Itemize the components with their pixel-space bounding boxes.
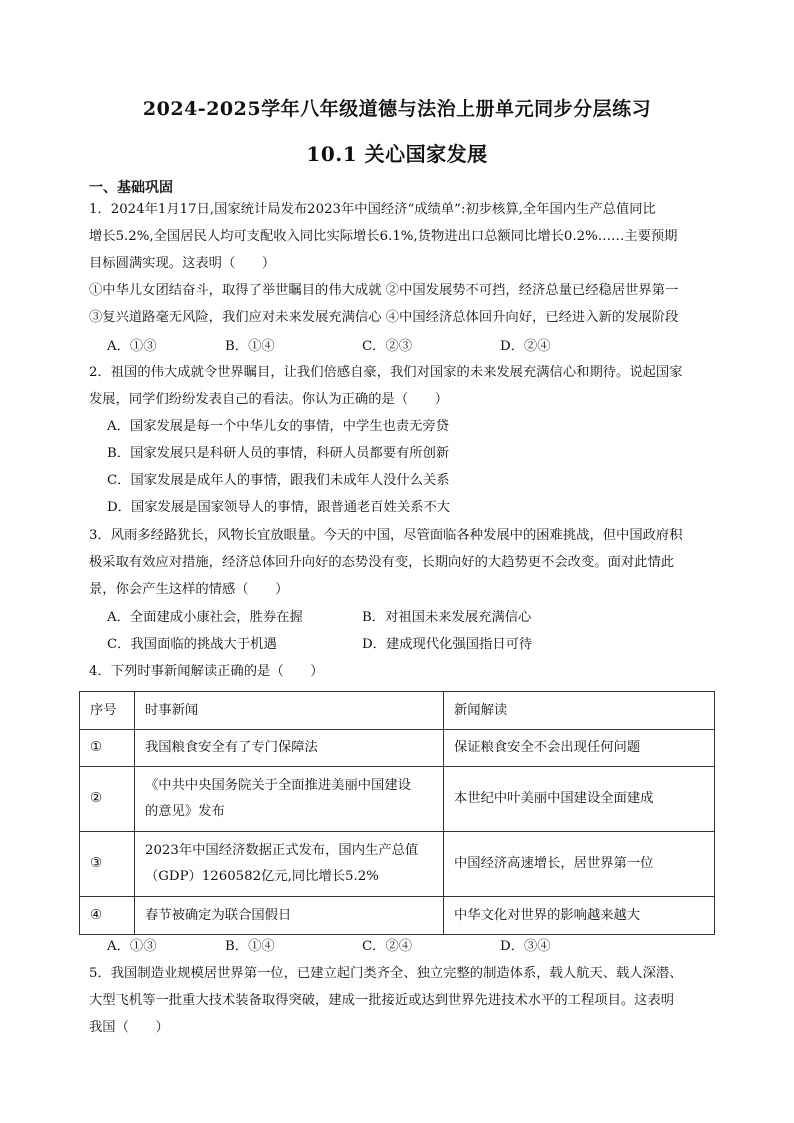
q4-option-a[interactable]: A．①③: [107, 939, 157, 954]
q2-line: 发展，同学们纷纷发表自己的看法。你认为正确的是（ ）: [89, 392, 449, 407]
q1-option-a[interactable]: A．①③: [107, 339, 157, 354]
news-text-line: 我国粮食安全有了专门保障法: [145, 740, 318, 755]
q5-line: 大型飞机等一批重大技术装备取得突破，建成一批接近或达到世界先进技术水平的工程项目。这表明: [89, 993, 675, 1008]
q2-option-a[interactable]: A．国家发展是每一个中华儿女的事情，中学生也责无旁贷: [107, 419, 450, 434]
row-number: ②: [80, 767, 135, 832]
q1-option-d[interactable]: D．②④: [500, 339, 551, 354]
table-row: [80, 832, 715, 897]
q1-line: 目标圆满实现。这表明（ ）: [89, 256, 276, 271]
q3-option-b[interactable]: B．对祖国未来发展充满信心: [362, 610, 532, 625]
q1-line: 增长5.2%,全国居民人均可支配收入同比实际增长6.1%,货物进出口总额同比增长0.2%……主要预期: [89, 229, 678, 244]
news-text-line: 2023年中国经济数据正式发布，国内生产总值: [145, 843, 419, 858]
row-number: ①: [80, 730, 135, 767]
q2-option-b[interactable]: B．国家发展只是科研人员的事情，科研人员都要有所创新: [107, 446, 450, 461]
q2-option-d[interactable]: D．国家发展是国家领导人的事情，跟普通老百姓关系不大: [107, 500, 451, 515]
section-heading: 一、基础巩固: [89, 180, 173, 196]
q3-line: 极采取有效应对措施，经济总体回升向好的态势没有变，长期向好的大趋势更不会改变。面对此情此: [89, 555, 675, 570]
q3-line: 3．风雨多经路犹长，风物长宜放眼量。今天的中国，尽管面临各种发展中的困难挑战，但中国政府积: [89, 528, 683, 543]
row-news: [135, 832, 444, 897]
q5-line: 5．我国制造业规模居世界第一位，已建立起门类齐全、独立完整的制造体系，载人航天、载人深潜、: [89, 966, 683, 981]
row-news: [135, 730, 444, 767]
document-subtitle: 10.1 关心国家发展: [306, 142, 488, 166]
row-news: [135, 767, 444, 832]
q2-line: 2．祖国的伟大成就令世界瞩目，让我们倍感自豪，我们对国家的未来发展充满信心和期待。说起国家: [89, 365, 683, 380]
q2-option-c[interactable]: C．国家发展是成年人的事情，跟我们未成年人没什么关系: [107, 473, 450, 488]
q1-option-b[interactable]: B．①④: [225, 339, 275, 354]
row-news: [135, 897, 444, 935]
document-title: 2024-2025学年八年级道德与法治上册单元同步分层练习: [142, 98, 652, 120]
news-text-line: 《中共中央国务院关于全面推进美丽中国建设: [145, 778, 411, 793]
q1-choice-line: ①中华儿女团结奋斗，取得了举世瞩目的伟大成就 ②中国发展势不可挡，经济总量已经稳居世界第一: [89, 283, 679, 298]
q4-option-d[interactable]: D．③④: [500, 939, 551, 954]
q4-option-c[interactable]: C．②④: [362, 939, 413, 954]
row-number: ④: [80, 897, 135, 935]
q1-option-c[interactable]: C．②③: [362, 339, 413, 354]
row-reading: 中国经济高速增长，居世界第一位: [444, 832, 715, 897]
table-row: [80, 767, 715, 832]
q3-option-a[interactable]: A．全面建成小康社会，胜券在握: [107, 610, 303, 625]
row-reading: 中华文化对世界的影响越来越大: [444, 897, 715, 935]
header-reading: 新闻解读: [444, 692, 715, 730]
news-text-line: 春节被确定为联合国假日: [145, 907, 292, 923]
header-number: 序号: [80, 692, 135, 730]
table-row: [80, 730, 715, 767]
q3-option-c[interactable]: C．我国面临的挑战大于机遇: [107, 637, 277, 652]
q1-line: 1．2024年1月17日,国家统计局发布2023年中国经济“成绩单”:初步核算,全年国内生产总值同比: [89, 202, 656, 217]
header-news: 时事新闻: [135, 692, 444, 730]
table-row: [80, 897, 715, 935]
q3-option-d[interactable]: D．建成现代化强国指日可待: [362, 637, 533, 652]
row-reading: 本世纪中叶美丽中国建设全面建成: [444, 767, 715, 832]
row-reading: 保证粮食安全不会出现任何问题: [444, 730, 715, 767]
news-text-line: （GDP）1260582亿元,同比增长5.2%: [145, 869, 379, 884]
q4-option-b[interactable]: B．①④: [225, 939, 275, 954]
q1-choice-line: ③复兴道路毫无风险，我们应对未来发展充满信心 ④中国经济总体回升向好，已经进入新的发展阶段: [89, 310, 679, 325]
q4-stem: 4．下列时事新闻解读正确的是（ ）: [89, 664, 324, 679]
q3-line: 景，你会产生这样的情感（ ）: [89, 582, 289, 597]
news-table: [79, 691, 715, 935]
q5-line: 我国（ ）: [89, 1020, 169, 1035]
news-text-line: 的意见》发布: [145, 804, 225, 819]
table-header-row: [80, 692, 715, 730]
row-number: ③: [80, 832, 135, 897]
